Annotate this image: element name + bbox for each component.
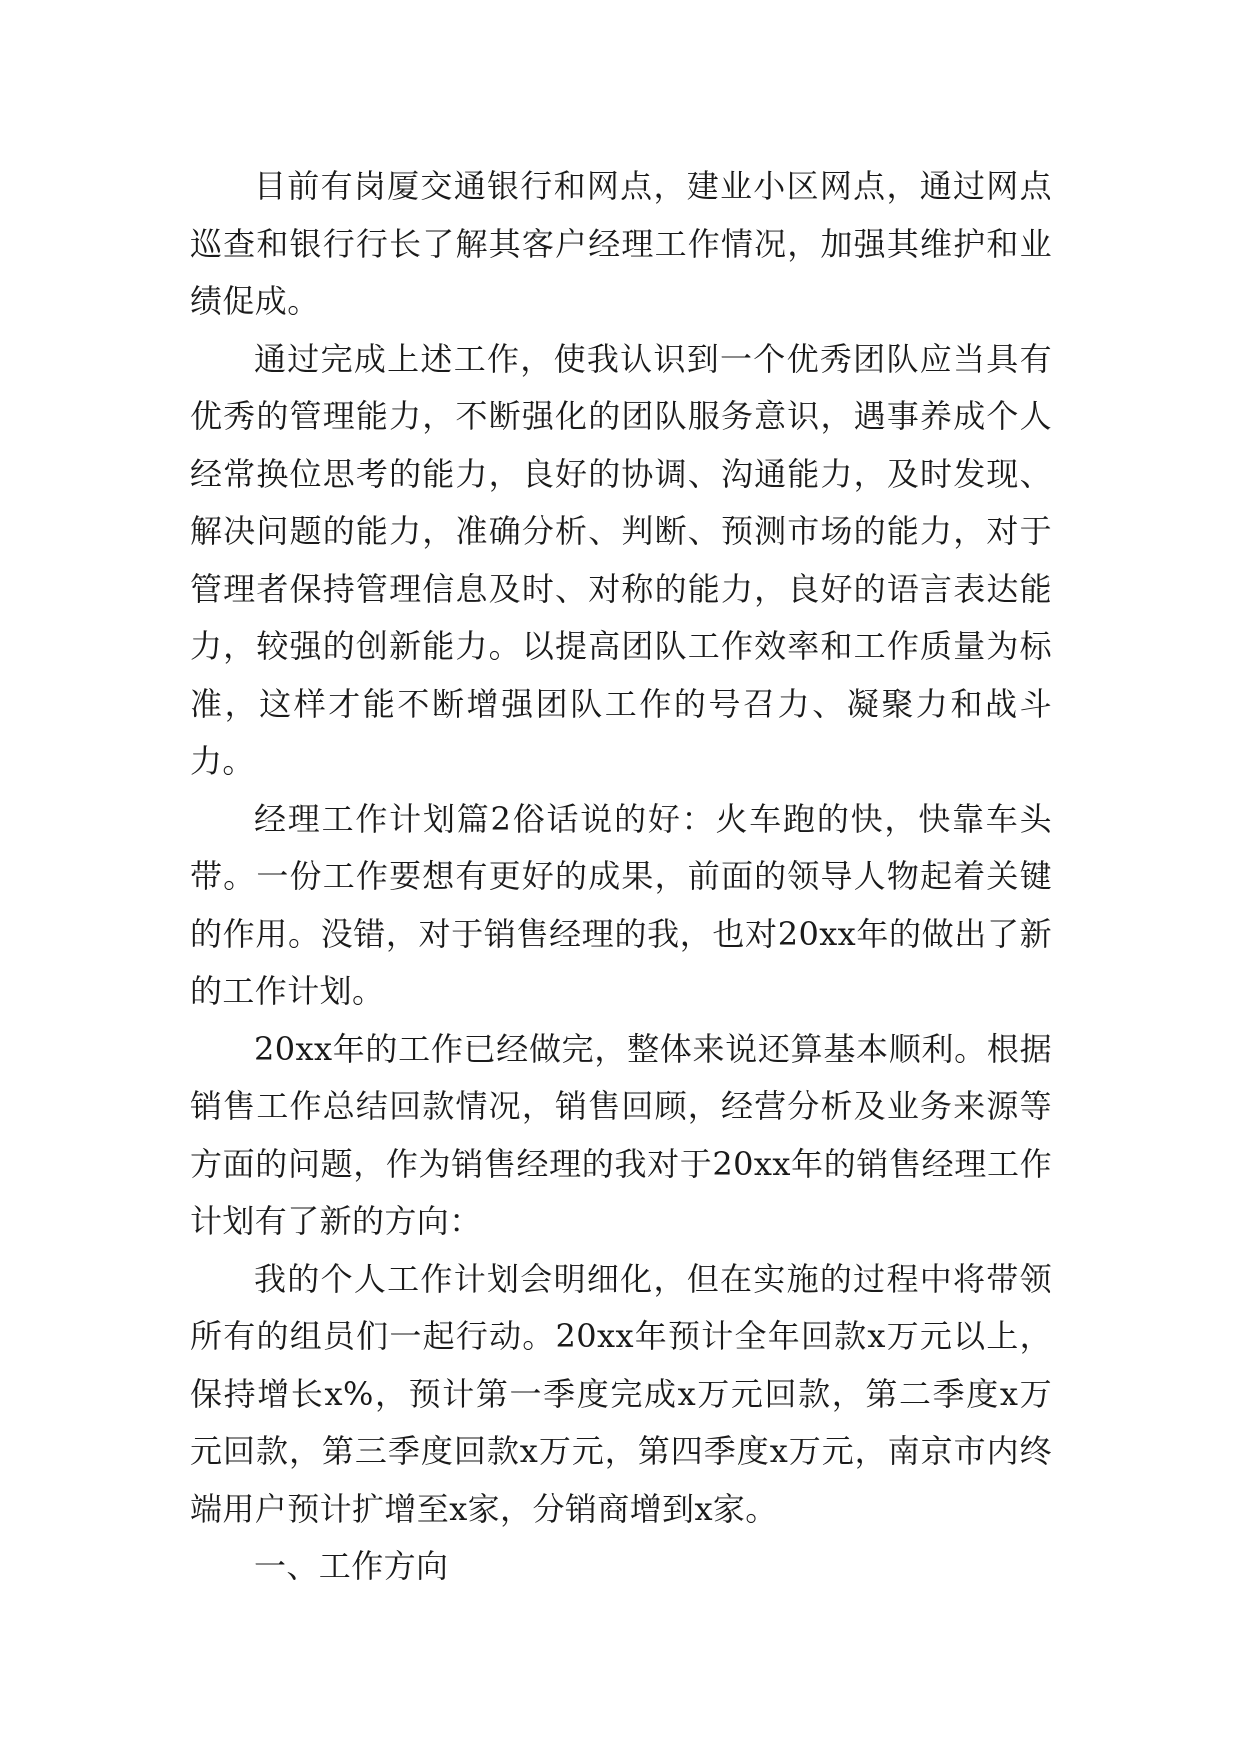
paragraph-team-abilities: 通过完成上述工作，使我认识到一个优秀团队应当具有优秀的管理能力，不断强化的团队服务意识，遇事养成个人经常换位思考的能力，良好的协调、沟通能力，及时发现、解决问题的能力，准确分析、判断、预测市场的能力，对于管理者保持管理信息及时、对称的能力，良好的语言表达能力，较强的创新能力。以提高团队工作效率和工作质量为标准，这样才能不断增强团队工作的号召力、凝聚力和战斗力。: [190, 339, 1052, 780]
paragraph-year-review: 20xx年的工作已经做完，整体来说还算基本顺利。根据销售工作总结回款情况，销售回顾，经营分析及业务来源等方面的问题，作为销售经理的我对于20xx年的销售经理工作计划有了新的方向：: [190, 1029, 1052, 1240]
paragraph-manager-plan-intro: 经理工作计划篇2俗话说的好：火车跑的快，快靠车头带。一份工作要想有更好的成果，前面的领导人物起着关键的作用。没错，对于销售经理的我，也对20xx年的做出了新的工作计划。: [190, 799, 1052, 1010]
paragraph-branch-inspection: 目前有岗厦交通银行和网点，建业小区网点，通过网点巡查和银行行长了解其客户经理工作情况，加强其维护和业绩促成。: [190, 167, 1052, 320]
section-heading-work-direction: 一、工作方向: [254, 1547, 449, 1585]
document-page: [190, 158, 1052, 1596]
paragraph-personal-plan: 我的个人工作计划会明细化，但在实施的过程中将带领所有的组员们一起行动。20xx年预计全年回款x万元以上，保持增长x%，预计第一季度完成x万元回款，第二季度x万元回款，第三季度回款x万元，第四季度x万元，南京市内终端用户预计扩增至x家，分销商增到x家。: [190, 1259, 1052, 1528]
